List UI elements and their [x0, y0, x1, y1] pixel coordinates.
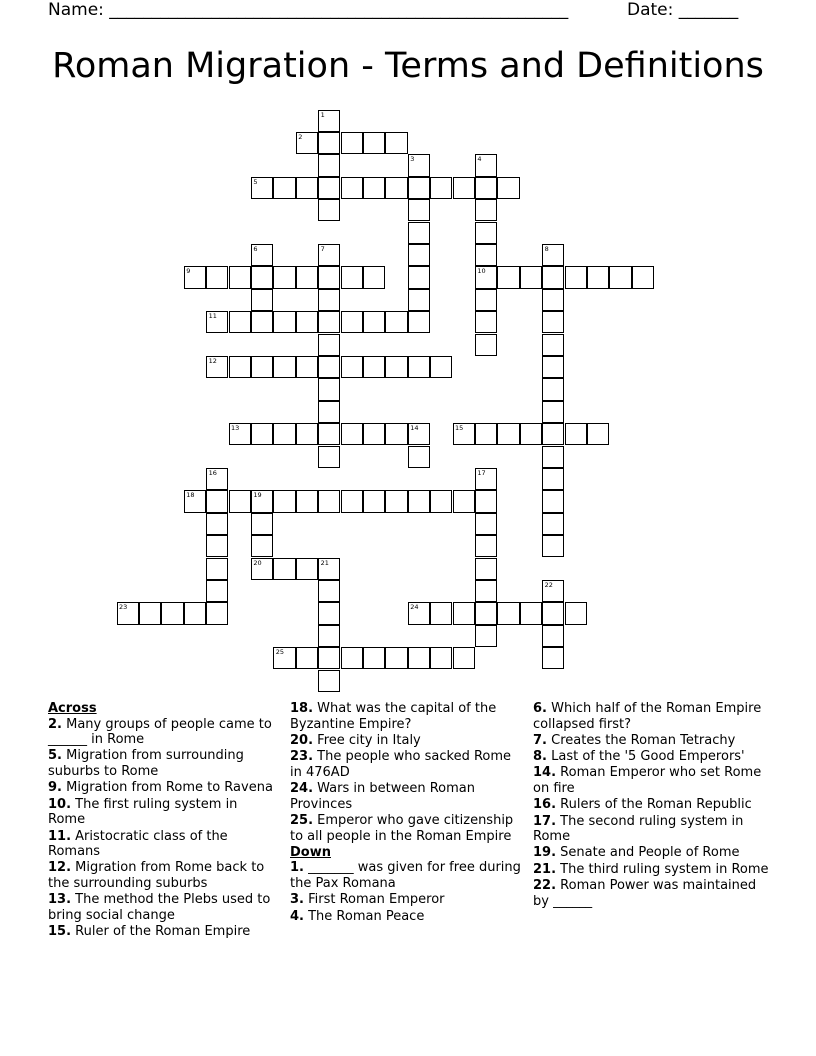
grid-cell[interactable]: [318, 289, 340, 311]
clue-number-label: 23.: [290, 749, 314, 765]
clue-number: 2: [298, 132, 303, 141]
grid-cell[interactable]: [184, 602, 206, 624]
across-clue: [48, 829, 276, 860]
grid-cell[interactable]: [430, 356, 452, 378]
grid-cell[interactable]: [161, 602, 183, 624]
clue-number: 24: [410, 603, 419, 612]
grid-cell[interactable]: [520, 602, 542, 624]
grid-cell[interactable]: [273, 423, 295, 445]
grid-cell[interactable]: [542, 647, 564, 669]
grid-cell[interactable]: [408, 199, 430, 221]
grid-cell[interactable]: [341, 132, 363, 154]
clue-number: 16: [208, 468, 217, 477]
grid-cell[interactable]: [497, 266, 519, 288]
down-clue: [533, 862, 773, 878]
clue-text: Senate and People of Rome: [556, 845, 740, 861]
grid-cell[interactable]: [565, 266, 587, 288]
clue-number-label: 14.: [533, 765, 557, 781]
grid-cell[interactable]: [251, 289, 273, 311]
grid-cell[interactable]: [318, 602, 340, 624]
down-clue: [533, 878, 773, 909]
grid-cell[interactable]: [363, 647, 385, 669]
grid-cell[interactable]: [363, 311, 385, 333]
grid-cell[interactable]: [408, 289, 430, 311]
grid-cell[interactable]: [341, 266, 363, 288]
grid-cell[interactable]: [318, 423, 340, 445]
clue-number: 23: [119, 603, 128, 612]
grid-cell[interactable]: [408, 222, 430, 244]
grid-cell[interactable]: [475, 625, 497, 647]
grid-cell[interactable]: [318, 401, 340, 423]
grid-cell[interactable]: [296, 311, 318, 333]
across-clue: [290, 733, 522, 749]
clue-number: 10: [477, 267, 486, 276]
clue-number: 13: [231, 424, 240, 433]
grid-cell[interactable]: [296, 177, 318, 199]
grid-cell[interactable]: [251, 266, 273, 288]
grid-cell[interactable]: [408, 647, 430, 669]
grid-cell[interactable]: [408, 602, 430, 624]
clue-text: Wars in between Roman Provinces: [290, 781, 476, 812]
grid-cell[interactable]: [475, 311, 497, 333]
grid-cell[interactable]: [206, 513, 228, 535]
grid-cell[interactable]: [206, 558, 228, 580]
across-clue: [48, 748, 276, 779]
grid-cell[interactable]: [453, 647, 475, 669]
grid-cell[interactable]: [475, 468, 497, 490]
grid-cell[interactable]: [318, 446, 340, 468]
clue-text: The second ruling system in Rome: [533, 813, 744, 845]
clue-number: 15: [455, 424, 464, 433]
clue-number: 6: [253, 244, 258, 253]
page-title: Roman Migration - Terms and Definitions: [52, 46, 764, 86]
grid-cell[interactable]: [229, 356, 251, 378]
grid-cell[interactable]: [251, 558, 273, 580]
grid-cell[interactable]: [318, 670, 340, 692]
grid-cell[interactable]: [273, 490, 295, 512]
grid-cell[interactable]: [408, 311, 430, 333]
clue-number-label: 10.: [48, 796, 72, 812]
clue-number: 7: [320, 244, 325, 253]
down-clue: [533, 701, 773, 732]
grid-cell[interactable]: [363, 356, 385, 378]
grid-cell[interactable]: [273, 647, 295, 669]
grid-cell[interactable]: [542, 244, 564, 266]
down-clue: [533, 733, 773, 749]
grid-cell[interactable]: [273, 266, 295, 288]
grid-cell[interactable]: [139, 602, 161, 624]
grid-cell[interactable]: [251, 535, 273, 557]
clues-column-1: [48, 701, 276, 940]
grid-cell[interactable]: [475, 423, 497, 445]
clue-number-label: 15.: [48, 924, 72, 940]
clue-number: 3: [410, 155, 415, 164]
grid-cell[interactable]: [453, 177, 475, 199]
grid-cell[interactable]: [430, 177, 452, 199]
grid-cell[interactable]: [453, 423, 475, 445]
clue-number-label: 6.: [533, 701, 547, 716]
grid-cell[interactable]: [430, 647, 452, 669]
across-clue: [48, 797, 276, 828]
grid-cell[interactable]: [206, 468, 228, 490]
clue-number: 14: [410, 424, 419, 433]
grid-cell[interactable]: [296, 356, 318, 378]
clue-text: Rulers of the Roman Republic: [556, 797, 752, 813]
clue-number-label: 11.: [48, 828, 72, 844]
down-clue: [533, 814, 773, 845]
grid-cell[interactable]: [609, 266, 631, 288]
across-clue: [48, 892, 276, 923]
clue-number-label: 16.: [533, 797, 557, 813]
clue-number-label: 7.: [533, 732, 547, 748]
clue-number-label: 1.: [290, 860, 304, 876]
clue-text: Migration from Rome to Ravena: [61, 780, 273, 796]
grid-cell[interactable]: [587, 266, 609, 288]
grid-cell[interactable]: [542, 334, 564, 356]
grid-cell[interactable]: [341, 490, 363, 512]
grid-cell[interactable]: [117, 602, 139, 624]
grid-cell[interactable]: [251, 513, 273, 535]
grid-cell[interactable]: [206, 602, 228, 624]
clue-number-label: 20.: [290, 732, 314, 748]
grid-cell[interactable]: [229, 423, 251, 445]
clue-number: 17: [477, 468, 486, 477]
clue-text: The Roman Peace: [303, 908, 425, 924]
grid-cell[interactable]: [206, 535, 228, 557]
across-clue: [48, 924, 276, 940]
clue-number-label: 8.: [533, 749, 547, 765]
grid-cell[interactable]: [475, 490, 497, 512]
down-clue: [533, 765, 773, 796]
grid-cell[interactable]: [273, 356, 295, 378]
across-heading: Across: [48, 701, 97, 716]
grid-cell[interactable]: [475, 602, 497, 624]
down-clue: [290, 860, 522, 891]
grid-cell[interactable]: [206, 311, 228, 333]
clue-number: 25: [275, 648, 285, 657]
grid-cell[interactable]: [475, 289, 497, 311]
clue-text: Creates the Roman Tetrachy: [546, 732, 736, 748]
grid-cell[interactable]: [408, 446, 430, 468]
grid-cell[interactable]: [632, 266, 654, 288]
grid-cell[interactable]: [318, 334, 340, 356]
grid-cell[interactable]: [341, 177, 363, 199]
grid-cell[interactable]: [497, 423, 519, 445]
across-clue: [290, 749, 522, 780]
grid-cell[interactable]: [385, 132, 407, 154]
grid-cell[interactable]: [385, 490, 407, 512]
grid-cell[interactable]: [363, 132, 385, 154]
grid-cell[interactable]: [318, 199, 340, 221]
grid-cell[interactable]: [385, 311, 407, 333]
grid-cell[interactable]: [296, 132, 318, 154]
grid-cell[interactable]: [184, 490, 206, 512]
grid-cell[interactable]: [184, 266, 206, 288]
clue-number: 19: [253, 491, 262, 500]
grid-cell[interactable]: [475, 244, 497, 266]
grid-cell[interactable]: [296, 647, 318, 669]
grid-cell[interactable]: [408, 177, 430, 199]
clues-column-3: [533, 701, 773, 910]
grid-cell[interactable]: [542, 356, 564, 378]
grid-cell[interactable]: [251, 490, 273, 512]
grid-cell[interactable]: [475, 558, 497, 580]
clue-text: First Roman Emperor: [303, 892, 445, 908]
clue-number-label: 25.: [290, 812, 314, 828]
clue-number: 18: [186, 491, 195, 500]
grid-cell[interactable]: [206, 490, 228, 512]
clue-number-label: 19.: [533, 845, 557, 861]
clue-text: The third ruling system in Rome: [556, 861, 769, 877]
clue-number-label: 9.: [48, 780, 62, 796]
across-clue: [48, 717, 276, 748]
grid-cell[interactable]: [206, 356, 228, 378]
grid-cell[interactable]: [318, 244, 340, 266]
grid-cell[interactable]: [318, 580, 340, 602]
clues-column-2: [290, 701, 522, 925]
grid-cell[interactable]: [408, 423, 430, 445]
clue-number-label: 13.: [48, 892, 72, 908]
clue-text: Migration from Rome back to the surrounding suburbs: [48, 860, 265, 891]
grid-cell[interactable]: [542, 625, 564, 647]
grid-cell[interactable]: [542, 513, 564, 535]
grid-cell[interactable]: [318, 625, 340, 647]
clue-number: 12: [208, 356, 217, 365]
clue-text: Last of the '5 Good Emperors': [546, 749, 745, 765]
grid-cell[interactable]: [363, 423, 385, 445]
down-clue: [290, 892, 522, 908]
down-clue: [533, 797, 773, 813]
grid-cell[interactable]: [475, 154, 497, 176]
clue-number-label: 22.: [533, 878, 557, 894]
grid-cell[interactable]: [206, 580, 228, 602]
grid-cell[interactable]: [341, 311, 363, 333]
clue-text: The method the Plebs used to bring social change: [48, 892, 271, 923]
grid-cell[interactable]: [475, 535, 497, 557]
grid-cell[interactable]: [229, 490, 251, 512]
across-clue: [48, 860, 276, 891]
grid-cell[interactable]: [251, 423, 273, 445]
clue-number: 4: [477, 155, 482, 164]
clue-number-label: 5.: [48, 748, 62, 764]
grid-cell[interactable]: [475, 222, 497, 244]
date-field-label: Date: _______: [627, 0, 739, 20]
grid-cell[interactable]: [363, 490, 385, 512]
grid-cell[interactable]: [408, 356, 430, 378]
across-clue: [48, 780, 276, 796]
grid-cell[interactable]: [229, 311, 251, 333]
grid-cell[interactable]: [542, 468, 564, 490]
grid-cell[interactable]: [318, 378, 340, 400]
grid-cell[interactable]: [453, 602, 475, 624]
grid-cell[interactable]: [341, 647, 363, 669]
grid-cell[interactable]: [318, 154, 340, 176]
clue-number-label: 3.: [290, 892, 304, 908]
grid-cell[interactable]: [273, 311, 295, 333]
down-heading: Down: [290, 844, 331, 860]
clue-number: 20: [253, 558, 262, 567]
grid-cell[interactable]: [587, 423, 609, 445]
grid-cell[interactable]: [273, 558, 295, 580]
grid-cell[interactable]: [453, 490, 475, 512]
grid-cell[interactable]: [542, 446, 564, 468]
grid-cell[interactable]: [542, 535, 564, 557]
grid-cell[interactable]: [229, 266, 251, 288]
grid-cell[interactable]: [318, 558, 340, 580]
grid-cell[interactable]: [251, 356, 273, 378]
grid-cell[interactable]: [296, 423, 318, 445]
grid-cell[interactable]: [341, 356, 363, 378]
clue-number-label: 2.: [48, 716, 62, 732]
grid-cell[interactable]: [542, 580, 564, 602]
grid-cell[interactable]: [475, 334, 497, 356]
grid-cell[interactable]: [318, 490, 340, 512]
grid-cell[interactable]: [251, 311, 273, 333]
clue-text: The first ruling system in Rome: [48, 796, 238, 828]
grid-cell[interactable]: [520, 266, 542, 288]
grid-cell[interactable]: [318, 177, 340, 199]
grid-cell[interactable]: [408, 244, 430, 266]
clue-number: 22: [544, 580, 553, 589]
clue-number: 8: [544, 244, 549, 253]
grid-cell[interactable]: [318, 311, 340, 333]
grid-cell[interactable]: [520, 423, 542, 445]
across-clue: [290, 701, 522, 732]
grid-cell[interactable]: [296, 266, 318, 288]
grid-cell[interactable]: [385, 356, 407, 378]
clue-text: The people who sacked Rome in 476AD: [290, 749, 512, 780]
grid-cell[interactable]: [542, 266, 564, 288]
clue-number: 21: [320, 558, 329, 567]
across-clue: [290, 813, 522, 844]
grid-cell[interactable]: [497, 602, 519, 624]
grid-cell[interactable]: [385, 423, 407, 445]
grid-cell[interactable]: [542, 490, 564, 512]
grid-cell[interactable]: [475, 266, 497, 288]
clue-text: What was the capital of the Byzantine Empire?: [290, 701, 497, 732]
grid-cell[interactable]: [251, 244, 273, 266]
clue-number-label: 12.: [48, 860, 72, 876]
grid-cell[interactable]: [542, 289, 564, 311]
clue-text: Roman Emperor who set Rome on fire: [533, 765, 762, 797]
grid-cell[interactable]: [542, 423, 564, 445]
clue-number-label: 24.: [290, 781, 314, 797]
clue-text: Aristocratic class of the Romans: [48, 828, 228, 860]
grid-cell[interactable]: [318, 110, 340, 132]
grid-cell[interactable]: [475, 177, 497, 199]
clue-number-label: 21.: [533, 861, 557, 877]
grid-cell[interactable]: [296, 490, 318, 512]
grid-cell[interactable]: [475, 580, 497, 602]
across-clue: [290, 781, 522, 812]
clue-text: Migration from surrounding suburbs to Rome: [48, 748, 244, 780]
grid-cell[interactable]: [475, 199, 497, 221]
grid-cell[interactable]: [542, 401, 564, 423]
grid-cell[interactable]: [408, 490, 430, 512]
grid-cell[interactable]: [363, 266, 385, 288]
grid-cell[interactable]: [363, 177, 385, 199]
clue-text: Many groups of people came to ______ in Rome: [48, 716, 272, 748]
down-clue: [533, 749, 773, 765]
grid-cell[interactable]: [206, 266, 228, 288]
grid-cell[interactable]: [318, 647, 340, 669]
clue-text: Ruler of the Roman Empire: [71, 924, 251, 940]
grid-cell[interactable]: [273, 177, 295, 199]
clue-text: Free city in Italy: [313, 732, 421, 748]
grid-cell[interactable]: [542, 378, 564, 400]
grid-cell[interactable]: [408, 266, 430, 288]
grid-cell[interactable]: [565, 602, 587, 624]
grid-cell[interactable]: [542, 311, 564, 333]
grid-cell[interactable]: [385, 177, 407, 199]
clue-text: Which half of the Roman Empire collapsed first?: [533, 701, 762, 732]
grid-cell[interactable]: [318, 266, 340, 288]
clue-number: 9: [186, 267, 191, 276]
grid-cell[interactable]: [475, 513, 497, 535]
clue-number: 5: [253, 177, 258, 186]
grid-cell[interactable]: [430, 602, 452, 624]
grid-cell[interactable]: [497, 177, 519, 199]
grid-cell[interactable]: [318, 132, 340, 154]
clue-number-label: 18.: [290, 701, 314, 716]
clue-number: 11: [208, 312, 217, 321]
name-field-label: Name: ______________________________________________________: [48, 0, 569, 20]
grid-cell[interactable]: [385, 647, 407, 669]
clue-number-label: 17.: [533, 813, 557, 829]
grid-cell[interactable]: [542, 602, 564, 624]
grid-cell[interactable]: [318, 356, 340, 378]
grid-cell[interactable]: [565, 423, 587, 445]
grid-cell[interactable]: [251, 177, 273, 199]
clue-number-label: 4.: [290, 908, 304, 924]
grid-cell[interactable]: [408, 154, 430, 176]
clue-text: Emperor who gave citizenship to all people in the Roman Empire: [290, 812, 514, 844]
down-clue: [290, 909, 522, 925]
grid-cell[interactable]: [341, 423, 363, 445]
down-clue: [533, 845, 773, 861]
clue-number: 1: [320, 110, 325, 119]
clue-text: _______ was given for free during the Pax Romana: [290, 860, 521, 891]
grid-cell[interactable]: [296, 558, 318, 580]
grid-cell[interactable]: [430, 490, 452, 512]
clue-text: Roman Power was maintained by ______: [533, 878, 757, 909]
